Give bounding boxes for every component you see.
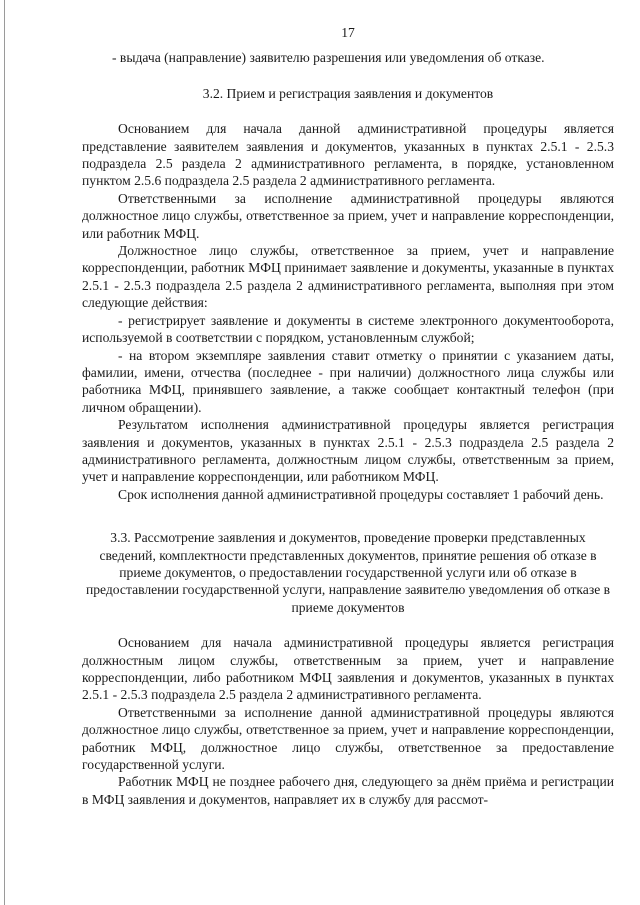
top-line: - выдача (направление) заявителю разрешения или уведомления об отказе. (112, 50, 545, 66)
s33-paragraph-1: Основанием для начала административной процедуры является регистрация должностным лицом службы, ответственным за прием, учет и направление корреспонденции, либо работником МФЦ заявления и документов, указанных в пунктах 2.5.1 - 2.5.3 подраздела 2.5 раздела 2 административного регламента. (82, 635, 614, 703)
s32-paragraph-3: Должностное лицо службы, ответственное за прием, учет и направление корреспонденции, работник МФЦ принимает заявление и документы, указанные в пунктах 2.5.1 - 2.5.3 подраздела 2.5 раздела 2 административного регламента, выполняя при этом следующие действия: (82, 243, 614, 311)
s33-paragraph-2: Ответственными за исполнение данной административной процедуры являются должностное лицо службы, ответственное за прием, учет и направление корреспонденции, работник МФЦ, должностное лицо службы, ответственное за предоставление государственной услуги. (82, 704, 614, 773)
s32-paragraph-2: Ответственными за исполнение административной процедуры являются должностное лицо службы, ответственное за прием, учет и направление корреспонденции, или работник МФЦ. (82, 190, 614, 241)
scan-left-edge (4, 0, 5, 905)
s32-paragraph-deadline: Срок исполнения данной административной процедуры составляет 1 рабочий день. (118, 486, 604, 502)
section-3-3-heading: 3.3. Рассмотрение заявления и документов, проведение проверки представленных сведений, комплектности представленных документов, принятие решения об отказе в приеме документов, о предоставлении государственной услуги или об отказе в предоставлении государственной услуги, направление заявителю уведомления об отказе в приеме документов (85, 530, 611, 615)
s33-paragraph-3: Работник МФЦ не позднее рабочего дня, следующего за днём приёма и регистрации в МФЦ заявления и документов, направляет их в службу для рассмот- (82, 774, 614, 807)
s32-paragraph-result: Результатом исполнения административной процедуры является регистрация заявления и документов, указанных в пунктах 2.5.1 - 2.5.3 подраздела 2.5 раздела 2 административного регламента, должностным лицом службы, ответственным за прием, учет и направление корреспонденции, или работником МФЦ. (82, 417, 614, 485)
s32-dash-item-1: - регистрирует заявление и документы в системе электронного документооборота, используемой в соответствии с порядком, установленным службой; (82, 312, 614, 346)
page-number: 17 (341, 25, 355, 40)
section-3-2-heading: 3.2. Прием и регистрация заявления и документов (202, 85, 494, 101)
s32-dash-item-2: - на втором экземпляре заявления ставит отметку о принятии с указанием даты, фамилии, имени, отчества (последнее - при наличии) должностного лица службы или работника МФЦ, принявшего заявление, а также сообщает контактный телефон (при личном обращении). (82, 347, 614, 415)
s32-paragraph-1: Основанием для начала данной административной процедуры является представление заявителем заявления и документов, указанных в пунктах 2.5.1 - 2.5.3 подраздела 2.5 раздела 2 административного регламента, в порядке, установленном пунктом 2.5.6 подраздела 2.5 раздела 2 административного регламента. (82, 121, 614, 189)
document-page (82, 24, 614, 808)
